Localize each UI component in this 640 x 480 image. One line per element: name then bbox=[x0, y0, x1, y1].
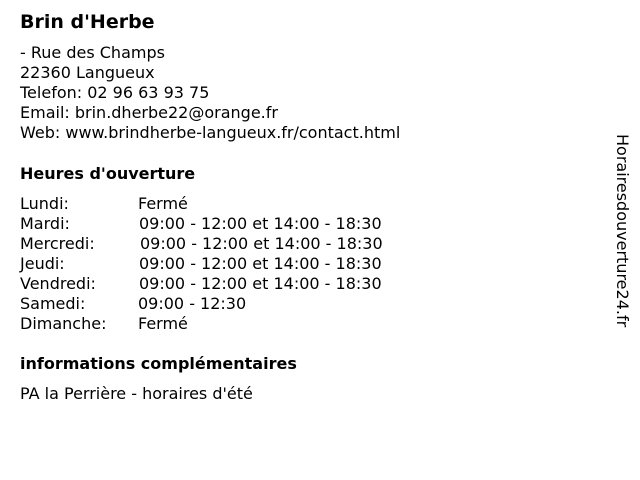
time-value: 09:00 - 12:00 et 14:00 - 18:30 bbox=[140, 234, 383, 253]
time-value: 09:00 - 12:00 et 14:00 - 18:30 bbox=[139, 274, 382, 293]
time-value: 09:00 - 12:30 bbox=[138, 294, 247, 313]
day-label: Dimanche: bbox=[20, 314, 107, 333]
day-label: Vendredi: bbox=[20, 274, 96, 293]
day-label: Samedi: bbox=[20, 294, 86, 313]
business-name: Brin d'Herbe bbox=[20, 11, 155, 33]
watermark-text: Horairesdouverture24.fr bbox=[613, 134, 632, 328]
phone-line: Telefon: 02 96 63 93 75 bbox=[20, 83, 210, 102]
address-street: - Rue des Champs bbox=[20, 43, 165, 62]
address-block bbox=[20, 43, 400, 143]
day-label: Jeudi: bbox=[20, 254, 65, 273]
additional-info-text: PA la Perrière - horaires d'été bbox=[20, 384, 253, 403]
website-line: Web: www.brindherbe-langueux.fr/contact.html bbox=[20, 123, 401, 142]
additional-info-heading: informations complémentaires bbox=[20, 354, 297, 373]
address-city: 22360 Langueux bbox=[20, 63, 155, 82]
time-value: 09:00 - 12:00 et 14:00 - 18:30 bbox=[139, 254, 382, 273]
day-label: Mardi: bbox=[20, 214, 70, 233]
site-watermark bbox=[611, 134, 633, 370]
opening-hours-heading: Heures d'ouverture bbox=[20, 164, 196, 183]
email-line: Email: brin.dherbe22@orange.fr bbox=[20, 103, 278, 122]
time-value: 09:00 - 12:00 et 14:00 - 18:30 bbox=[139, 214, 382, 233]
time-value: Fermé bbox=[138, 194, 188, 213]
day-label: Mercredi: bbox=[20, 234, 95, 253]
day-label: Lundi: bbox=[20, 194, 69, 213]
time-value: Fermé bbox=[138, 314, 188, 333]
